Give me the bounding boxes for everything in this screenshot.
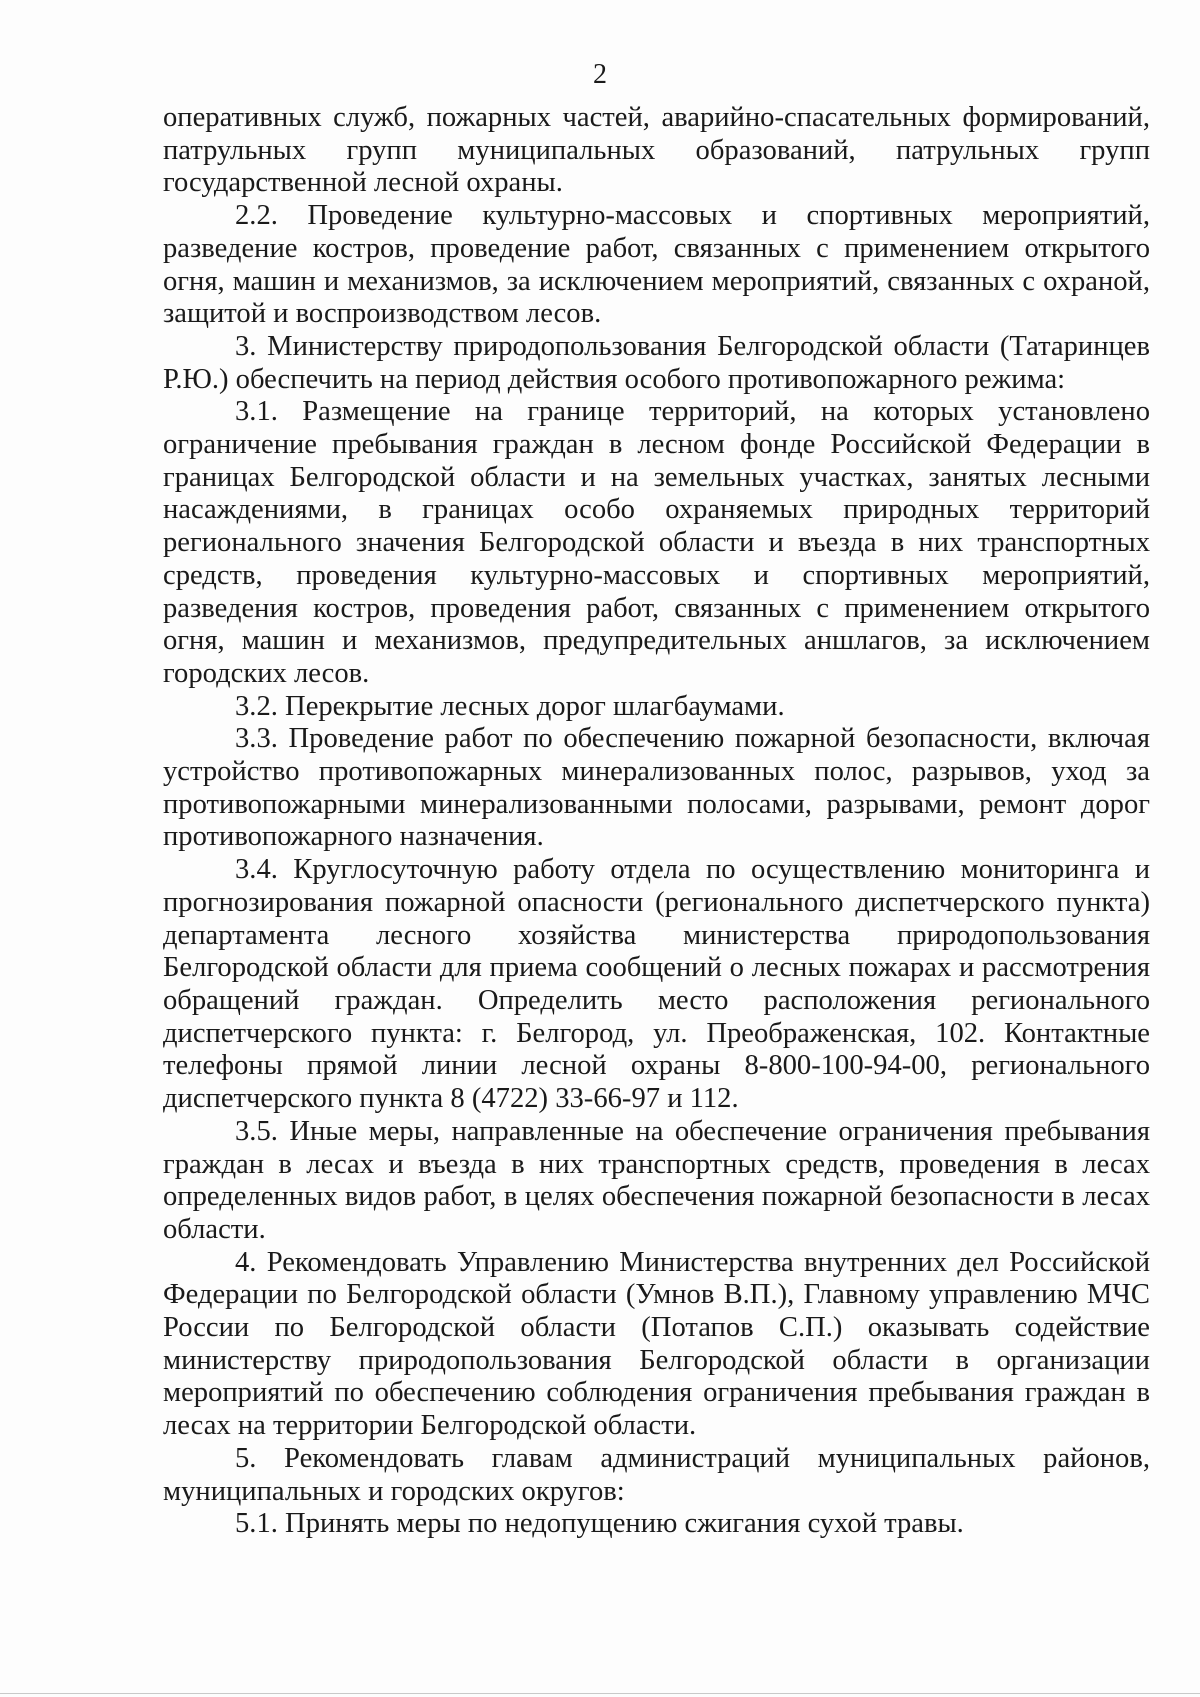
scan-bottom-edge (0, 1693, 1200, 1694)
paragraph-3-1: 3.1. Размещение на границе территорий, на которых установлено ограничение пребывания граждан в лесном фонде Российской Федерации в границах Белгородской области и на земельных участках, занятых лесными насаждениями, в границах особо охраняемых природных территорий регионального значения Белгородской области и въезда в них транспортных средств, проведения культурно-массовых и спортивных мероприятий, разведения костров, проведения работ, связанных с применением открытого огня, машин и механизмов, предупредительных аншлагов, за исключением городских лесов. (163, 396, 1150, 689)
paragraph-2-2: 2.2. Проведение культурно-массовых и спортивных мероприятий, разведение костров, проведение работ, связанных с применением открытого огня, машин и механизмов, за исключением мероприятий, связанных с охраной, защитой и воспроизводством лесов. (163, 200, 1150, 330)
paragraph-3-3: 3.3. Проведение работ по обеспечению пожарной безопасности, включая устройство противопожарных минерализованных полос, разрывов, уход за противопожарными минерализованными полосами, разрывами, ремонт дорог противопожарного назначения. (163, 723, 1150, 853)
paragraph-5: 5. Рекомендовать главам администраций муниципальных районов, муниципальных и городских округов: (163, 1442, 1150, 1507)
paragraph-5-1: 5.1. Принять меры по недопущению сжигания сухой травы. (235, 1508, 964, 1540)
paragraph-3-2: 3.2. Перекрытие лесных дорог шлагбаумами. (235, 690, 785, 722)
page-number: 2 (593, 59, 607, 90)
document-body (163, 102, 1150, 1541)
paragraph-4: 4. Рекомендовать Управлению Министерства внутренних дел Российской Федерации по Белгородской области (Умнов В.П.), Главному управлению МЧС России по Белгородской области (Потапов С.П.) оказывать содействие министерству природопользования Белгородской области в организации мероприятий по обеспечению соблюдения ограничения пребывания граждан в лесах на территории Белгородской области. (163, 1246, 1150, 1442)
paragraph-3-4: 3.4. Круглосуточную работу отдела по осуществлению мониторинга и прогнозирования пожарной опасности (регионального диспетчерского пункта) департамента лесного хозяйства министерства природопользования Белгородской области для приема сообщений о лесных пожарах и рассмотрения обращений граждан. Определить место расположения регионального диспетчерского пункта: г. Белгород, ул. Преображенская, 102. Контактные телефоны прямой линии лесной охраны 8-800-100-94-00, регионального диспетчерского пункта 8 (4722) 33-66-97 и 112. (163, 854, 1150, 1115)
paragraph-3-5: 3.5. Иные меры, направленные на обеспечение ограничения пребывания граждан в лесах и въезда в них транспортных средств, проведения в лесах определенных видов работ, в целях обеспечения пожарной безопасности в лесах области. (163, 1115, 1150, 1245)
paragraph-continuation: оперативных служб, пожарных частей, аварийно-спасательных формирований, патрульных групп муниципальных образований, патрульных групп государственной лесной охраны. (163, 102, 1150, 199)
paragraph-3: 3. Министерству природопользования Белгородской области (Татаринцев Р.Ю.) обеспечить на период действия особого противопожарного режима: (163, 330, 1150, 395)
